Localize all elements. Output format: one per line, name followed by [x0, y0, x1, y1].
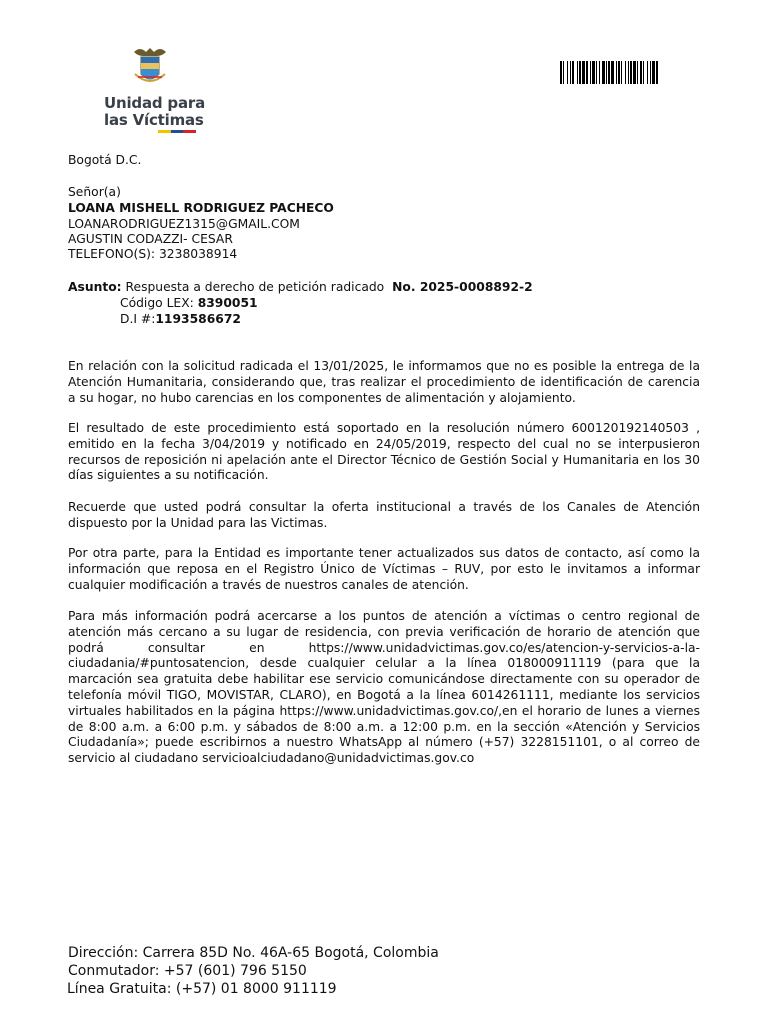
barcode-image [560, 61, 746, 84]
salutation: Señor(a) [68, 185, 121, 199]
footer-switchboard: Conmutador: +57 (601) 796 5150 [68, 963, 307, 979]
paragraph-1: En relación con la solicitud radicada el 13/01/2025, le informamos que no es posible la entrega de la Atención Humanitaria, considerando que, tras realizar el procedimiento de identificación de carencia a su hogar, no hubo carencias en los componentes de alimentación y alojamiento. [68, 359, 700, 405]
footer-toll-free: Línea Gratuita: (+57) 01 8000 911119 [67, 981, 337, 997]
di-line [120, 312, 241, 328]
subject-label: Asunto: [68, 280, 122, 294]
coat-of-arms-icon [130, 44, 170, 88]
footer-address: Dirección: Carrera 85D No. 46A-65 Bogotá, Colombia [68, 945, 439, 961]
paragraph-3: Recuerde que usted podrá consultar la oferta institucional a través de los Canales de Atención dispuesto por la Unidad para las Victimas. [68, 500, 700, 530]
paragraph-4: Por otra parte, para la Entidad es importante tener actualizados sus datos de contacto, así como la información que reposa en el Registro Único de Víctimas – RUV, por esto le invitamos a informar cualquier modificación a través de nuestros canales de atención. [68, 546, 700, 592]
recipient-email: LOANARODRIGUEZ1315@GMAIL.COM [68, 217, 300, 231]
flag-color-bar [158, 130, 196, 133]
di-value: 1193586672 [155, 312, 241, 326]
paragraph-2: El resultado de este procedimiento está soportado en la resolución número 600120192140503 , emitido en la fecha 3/04/2019 y notificado en 24/05/2019, respecto del cual no se interpusieron recursos de reposición ni apelación ante el Director Técnico de Gestión Social y Humanitaria en los 30 días siguientes a su notificación. [68, 421, 700, 483]
lex-line [120, 296, 258, 312]
paragraph-5: Para más información podrá acercarse a los puntos de atención a víctimas o centro regional de atención más cercano a su lugar de residencia, con previa verificación de horario de atención que podrá consultar en https://www.unidadvictimas.gov.co/es/atencion-y-servicios-a-la-ciudadania/#puntosatencion, desde cualquier celular a la línea 018000911119 (para que la marcación sea gratuita debe habilitar ese servicio comunicándose directamente con su operador de telefonía móvil TIGO, MOVISTAR, CLARO), en Bogotá a la línea 6014261111, mediante los servicios virtuales habilitados en la página https://www.unidadvictimas.gov.co/,en el horario de lunes a viernes de 8:00 a.m. a 6:00 p.m. y sábados de 8:00 a.m. a 12:00 p.m. en la sección «Atención y Servicios Ciudadanía»; puede escribirnos a nuestro WhatsApp al número (+57) 3228151101, o al correo de servicio al ciudadano servicioalciudadano@unidadvictimas.gov.co [68, 609, 700, 766]
di-label: D.I #: [120, 312, 156, 326]
subject-text: Respuesta a derecho de petición radicado [125, 280, 385, 294]
recipient-phone: TELEFONO(S): 3238038914 [68, 247, 238, 261]
subject-line [68, 280, 533, 296]
recipient-location: AGUSTIN CODAZZI- CESAR [68, 232, 233, 246]
city-line: Bogotá D.C. [68, 153, 142, 167]
subject-number: No. 2025-0008892-2 [392, 280, 533, 294]
lex-label: Código LEX: [120, 296, 194, 310]
logo-text-line2: las Víctimas [104, 111, 204, 129]
logo-text-line1: Unidad para [104, 94, 205, 112]
recipient-name: LOANA MISHELL RODRIGUEZ PACHECO [68, 201, 334, 215]
lex-value: 8390051 [197, 296, 258, 310]
